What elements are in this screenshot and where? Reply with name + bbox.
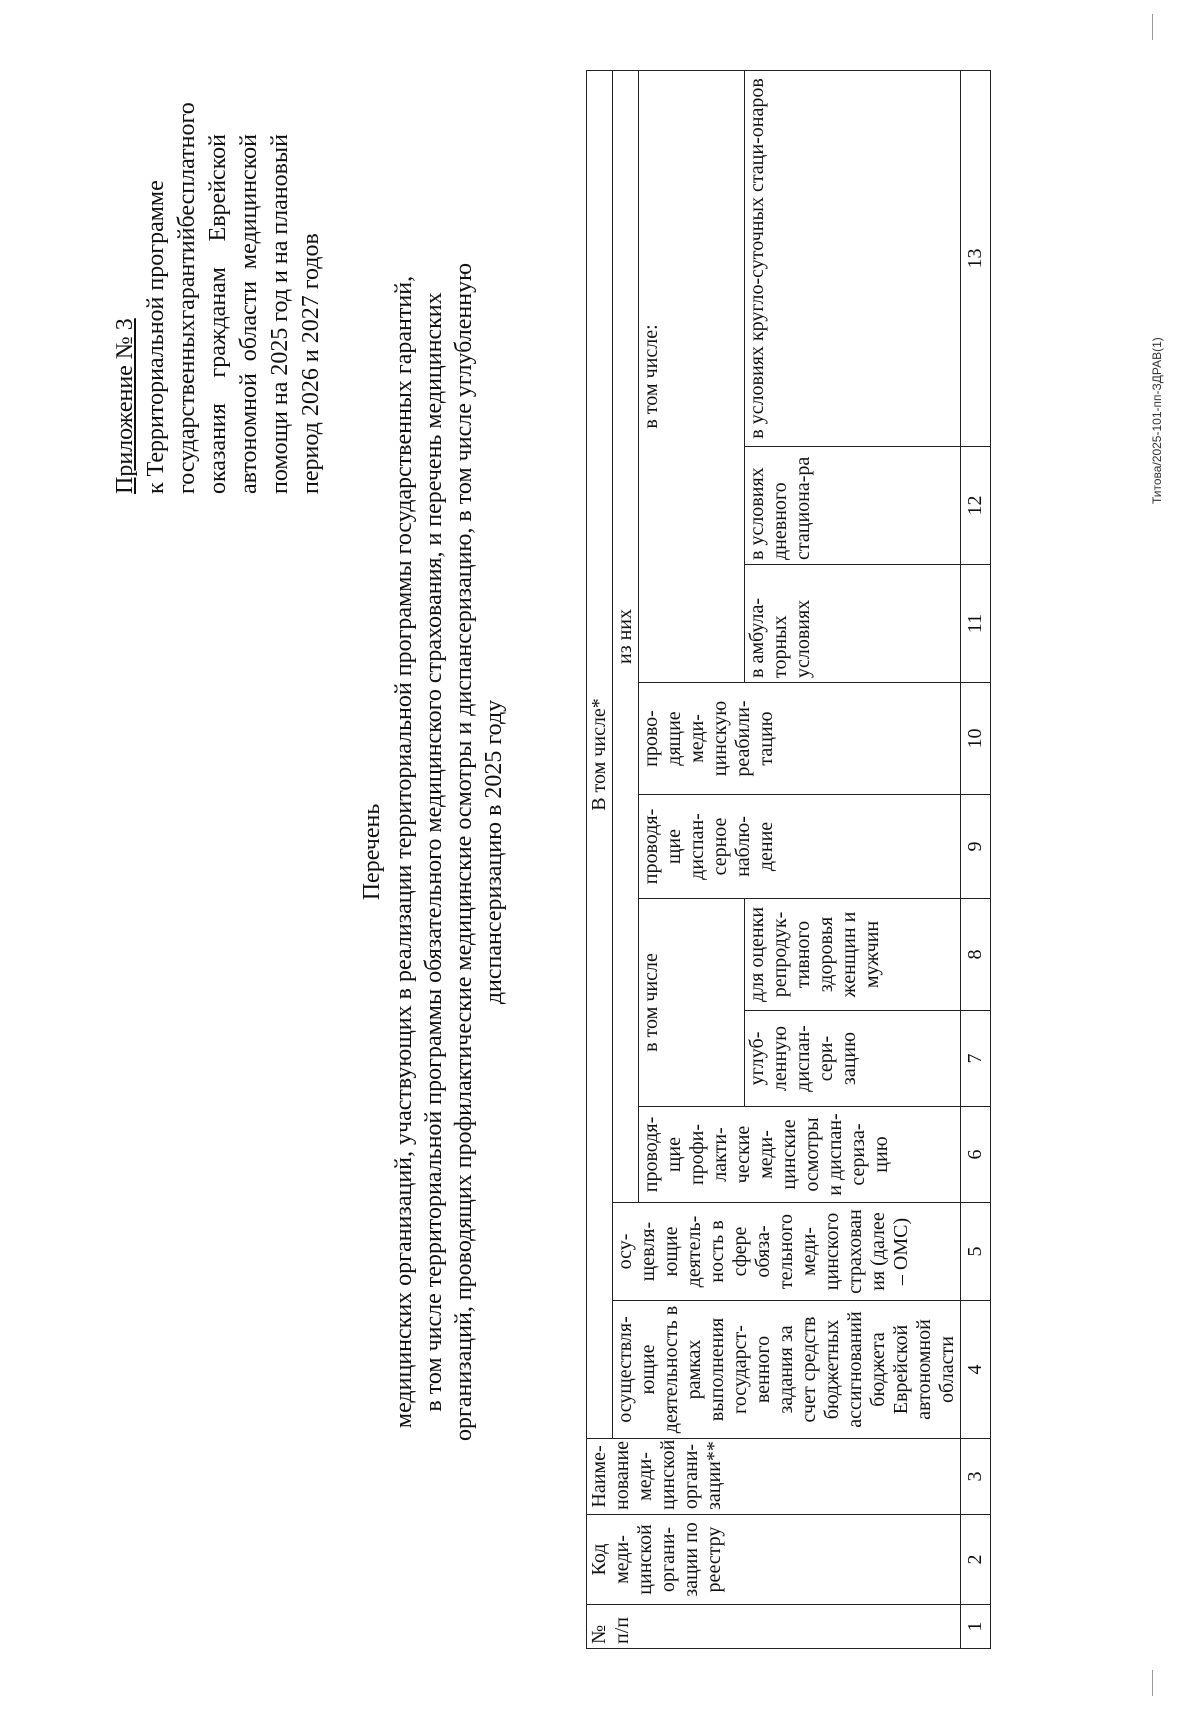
- header-prof: проводя-щие профи-лакти-ческие меди-цинские осмотры и диспан-сериза-цию: [639, 1107, 961, 1203]
- appendix-word: гарантий: [174, 227, 200, 320]
- heading-line: в том числе территориальной программы обязательного медицинского страхования, и перечень медицинских: [421, 292, 447, 1412]
- header-uglub: углуб-ленную диспан-сери-зацию: [744, 1011, 960, 1107]
- column-number: 6: [961, 1107, 991, 1203]
- header-group-iz-nih: из них: [613, 70, 639, 1202]
- column-number: 11: [961, 565, 991, 683]
- appendix-word: к Территориальной программе: [143, 180, 169, 494]
- appendix-word: области: [236, 281, 262, 362]
- header-group-vtch-1: в том числе: [639, 899, 745, 1107]
- header-no: № п/п: [587, 1605, 961, 1649]
- appendix-word: бесплатного: [174, 102, 200, 228]
- appendix-line: [296, 134, 327, 494]
- column-number: 9: [961, 795, 991, 899]
- column-number: 13: [961, 70, 991, 446]
- appendix-line: [234, 134, 265, 494]
- header-day: в условиях дневного стациона-ра: [744, 447, 960, 565]
- header-group-vtch-2: в том числе:: [639, 70, 745, 682]
- appendix-word: период 2026 и 2027 годов: [298, 233, 324, 494]
- appendix-word: оказания: [205, 403, 231, 494]
- heading-line: организаций, проводящих профилактические медицинские осмотры и диспансеризацию, в том числе углубленную: [451, 263, 477, 1442]
- header-round: в условиях кругло-суточных стаци-онаров: [744, 70, 960, 446]
- column-number: 8: [961, 899, 991, 1011]
- scan-edge-mark: [1152, 14, 1153, 40]
- heading-line: диспансеризацию в 2025 году: [481, 699, 507, 1005]
- column-number: 7: [961, 1011, 991, 1107]
- column-number: 10: [961, 683, 991, 795]
- header-rehab: прово-дящие меди-цинскую реабили-тацию: [639, 683, 961, 795]
- appendix-word: на: [267, 240, 293, 265]
- appendix-word: государственных: [174, 319, 200, 494]
- appendix-block: [110, 102, 327, 494]
- appendix-word: медицинской: [236, 134, 262, 270]
- column-number: 5: [961, 1203, 991, 1301]
- column-number: 4: [961, 1301, 991, 1439]
- appendix-word: гражданам: [205, 267, 231, 378]
- appendix-title: Приложение № 3: [112, 318, 138, 494]
- appendix-word: на: [267, 381, 293, 406]
- appendix-line: [265, 134, 296, 494]
- appendix-line: [141, 134, 172, 494]
- appendix-word: 2025: [267, 327, 293, 376]
- header-name: Наиме-нование меди-цинской органи-зации**: [587, 1439, 961, 1515]
- appendix-text: [141, 102, 327, 494]
- organizations-table: [586, 70, 991, 1649]
- column-number: 2: [961, 1515, 991, 1605]
- header-code: Код меди-цинской органи-зации по реестру: [587, 1515, 961, 1605]
- header-amb: в амбула-торных условиях: [744, 565, 960, 683]
- appendix-word: автономной: [236, 373, 262, 494]
- header-oms: осу-щевля-ющие деятель-ность в сфере обяза-тельного меди-цинского страхован ия (далее – ОМС): [613, 1203, 961, 1301]
- column-number: 3: [961, 1439, 991, 1515]
- appendix-word: Еврейской: [205, 134, 231, 242]
- document-heading: [357, 80, 509, 1624]
- appendix-word: помощи: [267, 411, 293, 494]
- column-number: 1: [961, 1605, 991, 1649]
- document-subtitle: [389, 80, 509, 1624]
- heading-line: медицинских организаций, участвующих в реализации территориальной программы государственных гарантий,: [391, 275, 417, 1429]
- scan-edge-mark: [1152, 1670, 1153, 1696]
- appendix-word: и: [267, 270, 293, 283]
- document-code: Титова/2025-101-пп-ЗДРАВ(1): [1150, 337, 1164, 504]
- header-budget: осуществля-ющие деятельность в рамках выполнения государст-венного задания за счет средств бюджетных ассигнований бюджета Еврейской автономной области: [613, 1301, 961, 1439]
- appendix-word: год: [267, 288, 293, 322]
- header-disp-nabl: проводя-щие диспан-серное наблю-дение: [639, 795, 961, 899]
- header-repro: для оценки репродук-тивного здоровья женщин и мужчин: [744, 899, 960, 1011]
- column-number: 12: [961, 447, 991, 565]
- appendix-line: [172, 102, 203, 494]
- document-title: Перечень: [359, 803, 385, 901]
- appendix-line: [203, 134, 234, 494]
- appendix-word: плановый: [267, 134, 293, 235]
- header-group-main: В том числе*: [587, 70, 613, 1438]
